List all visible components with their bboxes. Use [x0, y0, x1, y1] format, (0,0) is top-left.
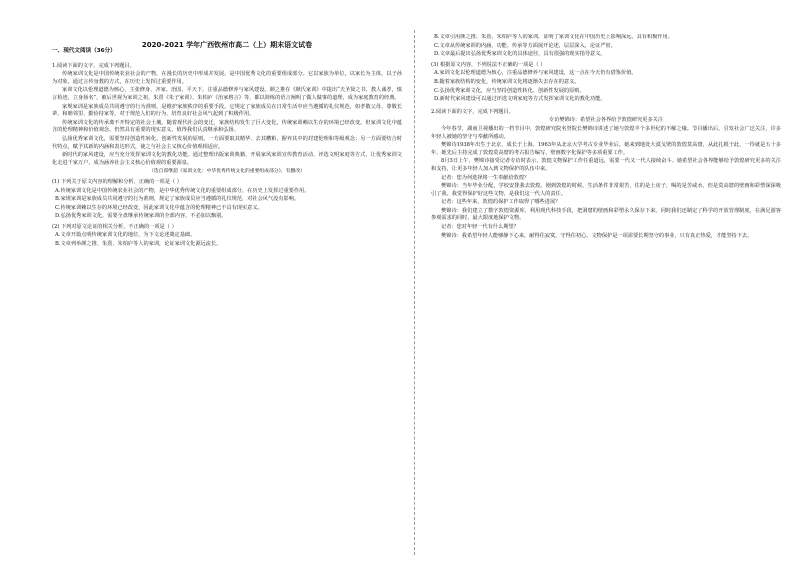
interview-line: 樊锦诗：当年毕业分配，学校安排我去敦煌。刚到敦煌的时候，生活条件非常艰苦，住的是土房子，喝的是苦咸水，但是莫高窟的壁画和彩塑深深吸引了我。我觉得保护好这些文物，是我们这一代人的责任。 [431, 183, 781, 197]
passage-paragraph: 家训文化以伦理道德为核心，主张修身、齐家、治国、平天下，注重品德修养与家风建设。颜之推在《颜氏家训》中提出“夫圣贤之书，教人诚孝，慎言检迹，立身扬名”，被后世视为家训之祖。朱熹《朱子家训》、朱柏庐《治家格言》等，都以简练的语言阐明了做人做事的道理，成为家庭教育的经典。 [52, 87, 402, 101]
exam-title: 2020-2021 学年广西钦州市高二（上）期末语文试卷 [141, 41, 313, 49]
right-column [431, 34, 781, 554]
interview-line: 记者：您为何选择将一生奉献给敦煌？ [441, 174, 530, 181]
passage-intro: 2.阅读下面的文字，完成下列题目。 [431, 108, 514, 115]
article-paragraph: 樊锦诗1938年出生于北京，成长于上海。1963年从北京大学考古专业毕业后，她来到地处大漠戈壁的敦煌莫高窟，从此扎根于此，一待就是五十多年。她先后主持完成了敦煌莫高窟的考古报告编写、壁画数字化保护等多项重要工作。 [431, 142, 781, 156]
interview-line: 樊锦诗：我希望年轻人能够静下心来，耐得住寂寞，守得住初心。文物保护是一项需要长期坚守的事业，只有真正热爱，才能坚持下去。 [441, 232, 753, 239]
passage-paragraph: 家规家训是家族成员共同遵守的行为准则，是维护家族秩序的重要手段。它规定了家族成员在日常生活中应当遵循的礼仪规范，如孝敬父母、尊敬长辈、和睦邻里、勤俭持家等，对于规范人们的行为、培育良好社会风气起到了积极作用。 [52, 103, 402, 118]
question-option: B.家规家训是家族成员共同遵守的行为准则，规定了家族成员应当遵循的礼仪规范，对社会风气没有影响。 [55, 196, 300, 203]
article-title: 专访樊锦诗：希望社会各界给予敦煌研究更多关注 [548, 117, 664, 124]
question-option: C.弘扬优秀家训文化，应当坚持创造性转化、创新性发展的原则。 [434, 87, 585, 94]
question-option: D.文章最后提出弘扬优秀家训文化的具体途径，具有很强的现实指导意义。 [434, 51, 606, 58]
question-option: B.文章列举颜之推、朱熹、朱柏庐等人的家训，论证家训文化源远流长。 [55, 241, 222, 248]
passage-intro: 1.阅读下面的文字，完成下列题目。 [52, 62, 135, 69]
column-divider [414, 30, 415, 555]
article-paragraph: 8月3日上午，樊锦诗接受记者专访时表示，敦煌文物保护工作任重道远，需要一代又一代人接续奋斗。她希望社会各界能够给予敦煌研究更多的关注和支持，让更多年轻人加入到文物保护的队伍中来。 [431, 158, 781, 172]
left-column [52, 34, 402, 554]
question-option: C.传统家训赖以生存的环境已经改变，因此家训文化中蕴含的伦理精神已不具有现实意义。 [55, 204, 263, 211]
question-option: C.文章从传统家训的内涵、功能、传承等方面展开论述，层层深入，论证严密。 [434, 42, 616, 49]
passage-paragraph: 传统家训文化的传承离不开特定的社会土壤。随着现代社会的变迁，家族结构发生了巨大变化，传统家训赖以生存的环境已经改变。但家训文化中蕴含的伦理精神和价值观念，仍然具有重要的现实意义，值得我们认真继承和弘扬。 [52, 119, 402, 134]
question-option: B.随着家族结构的变化，传统家训文化将逐渐失去存在的意义。 [434, 78, 580, 85]
question-option: A.传统家训文化是中国传统农业社会的产物，是中华优秀传统文化的重要组成部分，在历史上发挥过重要作用。 [55, 187, 310, 194]
question-option: D.新时代家风建设可以通过评选文明家庭等方式发挥家训文化的教化功能。 [434, 96, 606, 103]
question-3: (3) 根据原文内容，下列说法不正确的一项是（ ） [431, 61, 546, 68]
question-option: B.文章引用颜之推、朱熹、朱柏庐等人的家训，证明了家训文化在中国历史上影响深远，具有积极作用。 [434, 34, 673, 40]
question-2: (2) 下列对原文论证的相关分析，不正确的一项是（ ） [52, 223, 177, 230]
question-1: (1) 下列关于原文内容的理解和分析，正确的一项是（ ） [52, 178, 182, 185]
question-option: A.文章开篇点明传统家训文化的地位，为下文论述奠定基础。 [55, 232, 196, 239]
article-paragraph: 今年春节，湖南卫视播出的一档节目中，敦煌研究院名誉院长樊锦诗讲述了她与敦煌半个多世纪的不解之缘。节目播出后，引发社会广泛关注，许多年轻人被她的坚守与奉献所感动。 [431, 125, 781, 140]
interview-line: 樊锦诗：我们建立了数字敦煌资源库，利用现代科技手段，把洞窟的壁画和彩塑永久保存下来。同时我们还制定了科学的开放管理制度，在满足游客参观需求的同时，最大限度地保护文物。 [431, 207, 781, 222]
section-heading: 一、现代文阅读（36分） [52, 48, 116, 54]
passage-paragraph: 新时代的家风建设，应当充分发挥家训文化的教化功能。通过整理出版家训典籍、开展家风家训宣传教育活动、评选文明家庭等方式，让优秀家训文化走进千家万户，成为涵养社会主义核心价值观的重要源泉。 [52, 152, 402, 166]
passage-paragraph: 传统家训文化是中国传统农业社会的产物，在漫长的历史中形成并发展，是中国优秀文化的重要组成部分。它以家族为单位，以家长为主体，以子孙为对象，通过言传身教的方式，在历史上发挥过重要作用。 [52, 71, 402, 85]
interview-line: 记者：您对年轻一代有什么期望？ [441, 224, 519, 231]
passage-source: （选自郑继超《家训文化：中华优秀传统文化的重要组成部分》，有删改） [149, 169, 305, 175]
question-option: D.弘扬优秀家训文化，需要全盘继承传统家训的全部内容，不必加以甄别。 [55, 213, 227, 220]
interview-line: 记者：这些年来，敦煌的保护工作取得了哪些进展？ [441, 199, 561, 206]
passage-paragraph: 弘扬优秀家训文化，需要坚持创造性转化、创新性发展的原则。一方面要取其精华、去其糟粕，摒弃其中的封建伦理和等级观念；另一方面要结合时代特点，赋予其新的内涵和表达形式，使之与社会主义核心价值观相适应。 [52, 135, 402, 150]
question-option: A.家训文化以伦理道德为核心，注重品德修养与家风建设，这一点在今天仍有借鉴价值。 [434, 70, 637, 77]
